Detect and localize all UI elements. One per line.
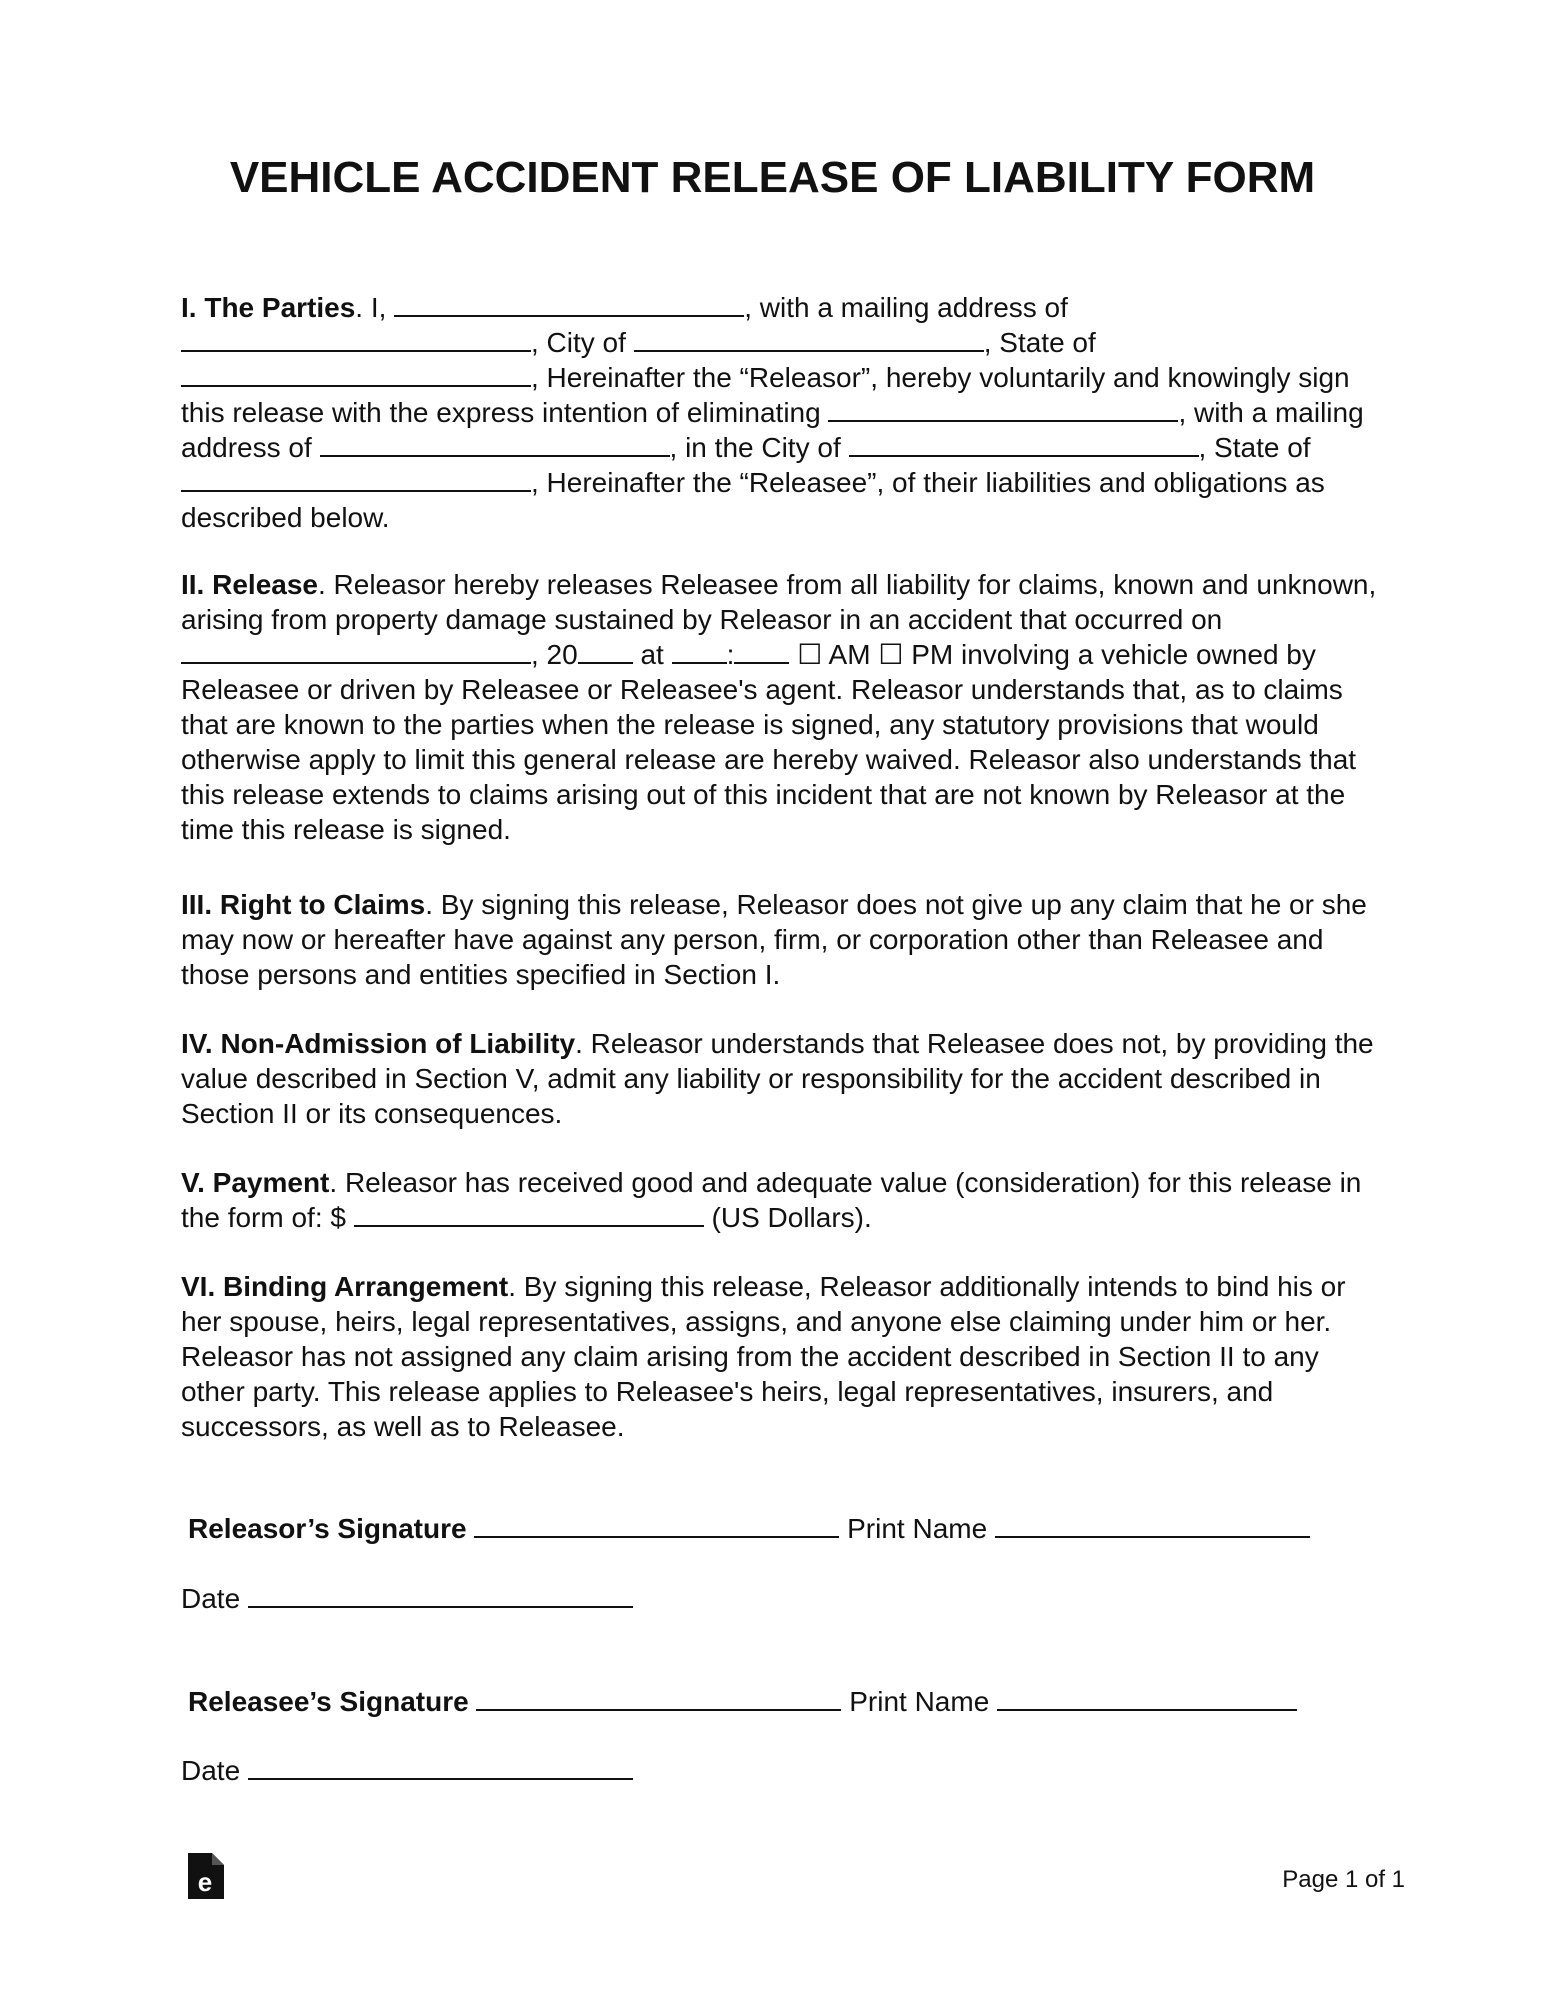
releasor-city-field[interactable] [634,326,984,352]
section-heading: IV. Non-Admission of Liability [181,1028,576,1059]
section-text: at [640,639,664,670]
section-text: , with a mailing address of [181,397,1364,463]
pm-checkbox[interactable]: ☐ PM [878,639,954,670]
section-text: . Releasor understands that Releasee does not, by providing the value described in Section V, admit any liability or responsibility for the accident described in Section II or its consequences. [181,1028,1374,1129]
releasor-signature-row [188,1511,1310,1546]
section-text: . By signing this release, Releasor does not give up any claim that he or she may now or hereafter have against any person, firm, or corporation other than Releasee and those persons and entities specified in Section I. [181,889,1367,990]
section-heading: III. Right to Claims [181,889,426,920]
eforms-logo-icon [188,1853,224,1899]
releasor-signature-label: Releasor’s Signature [188,1513,467,1544]
section-text: . I, [355,292,387,323]
am-checkbox[interactable]: ☐ AM [797,639,871,670]
section-heading: I. The Parties [181,292,356,323]
releasee-state-field[interactable] [181,466,531,492]
releasee-address-field[interactable] [320,431,670,457]
svg-text:e: e [197,1867,213,1897]
accident-year-field[interactable] [578,638,633,664]
section-text: (US Dollars). [711,1202,872,1233]
accident-hour-field[interactable] [672,638,727,664]
releasee-signature-field[interactable] [476,1685,841,1711]
section-text: . By signing this release, Releasor additionally intends to bind his or her spouse, heirs, legal representatives, assigns, and anyone else claiming under him or her. Releasor has not assigned any claim arising from the accident described in Section II to any other party. This release applies to Releasee's heirs, legal representatives, insurers, and successors, as well as to Releasee. [181,1271,1346,1442]
section-text: . Releasor hereby releases Releasee from all liability for claims, known and unknown, arising from property damage sustained by Releasor in an accident that occurred on [181,569,1377,635]
print-name-label: Print Name [849,1686,990,1717]
accident-date-field[interactable] [181,638,531,664]
releasor-state-field[interactable] [181,361,531,387]
page-number: Page 1 of 1 [1282,1866,1405,1893]
section-text: , 20 [531,639,578,670]
releasor-print-name-field[interactable] [995,1512,1310,1538]
releasee-signature-row [188,1684,1297,1719]
section-heading: V. Payment [181,1167,330,1198]
section-text: : [726,639,735,670]
payment-amount-field[interactable] [354,1201,704,1227]
releasee-name-field[interactable] [828,396,1178,422]
releasee-signature-label: Releasee’s Signature [188,1686,469,1717]
releasor-date-field[interactable] [248,1582,633,1608]
releasor-signature-field[interactable] [474,1512,839,1538]
section-text: , with a mailing address of [744,292,1068,323]
releasee-print-name-field[interactable] [997,1685,1297,1711]
accident-minute-field[interactable] [734,638,789,664]
section-heading: II. Release [181,569,318,600]
section-text: . Releasor has received good and adequate value (consideration) for this release in the form of: $ [181,1167,1362,1233]
section-release [181,567,1381,847]
releasee-city-field[interactable] [849,431,1199,457]
section-text: , in the City of [669,432,841,463]
section-text: , Hereinafter the “Releasor”, hereby voluntarily and knowingly sign this release with the express intention of eliminating [181,362,1350,428]
section-text: , Hereinafter the “Releasee”, of their liabilities and obligations as described below. [181,467,1325,533]
releasee-date-field[interactable] [248,1754,633,1780]
section-text: , City of [531,327,626,358]
releasee-date-row [181,1753,633,1788]
date-label: Date [181,1583,241,1614]
section-text: , State of [983,327,1096,358]
section-text: , State of [1198,432,1311,463]
section-heading: VI. Binding Arrangement [181,1271,509,1302]
section-right-to-claims [181,887,1381,992]
releasor-date-row [181,1581,633,1616]
section-text: involving a vehicle owned by Releasee or driven by Releasee or Releasee's agent. Releasor understands that, as to claims that are known to the parties when the release is signed, any statutory provisions that would otherwise apply to limit this general release are hereby waived. Releasor also understands that this release extends to claims arising out of this incident that are not known by Releasor at the time this release is signed. [181,639,1357,845]
section-non-admission [181,1026,1381,1131]
releasor-name-field[interactable] [394,291,744,317]
section-parties [181,290,1381,535]
releasor-address-field[interactable] [181,326,531,352]
section-payment [181,1165,1381,1235]
date-label: Date [181,1755,241,1786]
print-name-label: Print Name [847,1513,988,1544]
section-binding-arrangement [181,1269,1381,1444]
document-title: VEHICLE ACCIDENT RELEASE OF LIABILITY FORM [229,153,1316,202]
